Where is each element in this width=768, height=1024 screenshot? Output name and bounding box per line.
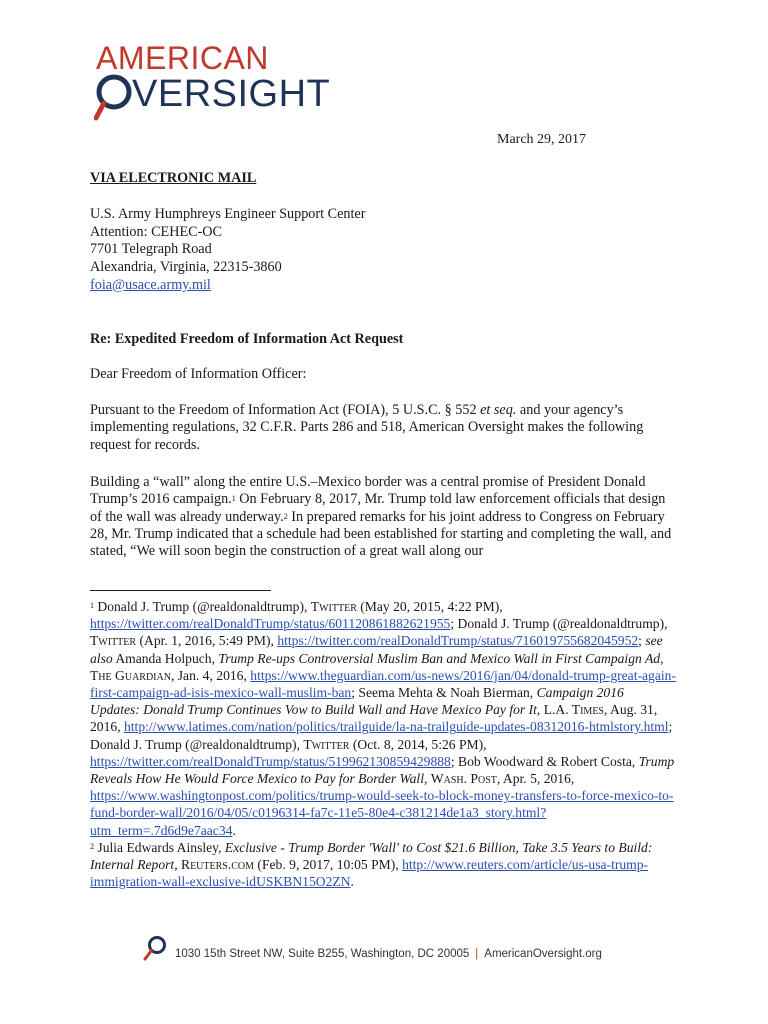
- footnote-link[interactable]: http://www.reuters.com/article/us-usa-trump-immigration-wall-exclusive-idUSKBN15O2ZN: [90, 857, 649, 890]
- footnote-1: $^1$ Donald J. Trump (@realdonaldtrump), Twitter (May 20, 2015, 4:22 PM), https://twitter.com/realDonaldTrump/status/601120861882621955; Donald J. Trump (@realdonaldtrump), Twitter (Apr. 1, 2016, 5:49 PM), https://twitter.com/realDonaldTrump/status/716019755682045952; see also Amanda Holpuch, Trump Re-ups Controversial Muslim Ban and Mexico Wall in First Campaign Ad, The Guardian, Jan. 4, 2016, https://www.theguardian.com/us-news/2016/jan/04/donald-trump-great-again-first-campaign-ad-isis-mexico-wall-muslim-ban; Seema Mehta & Noah Bierman, Campaign 2016 Updates: Donald Trump Continues Vow to Build Wall and Have Mexico Pay for It, L.A. Times, Aug. 31, 2016, http://www.latimes.com/nation/politics/trailguide/la-na-trailguide-updates-08312016-htmlstory.html; Donald J. Trump (@realdonaldtrump), Twitter (Oct. 8, 2014, 5:26 PM), https://twitter.com/realDonaldTrump/status/519962130859429888; Bob Woodward & Robert Costa, Trump Reveals How He Would Force Mexico to Pay for Border Wall, Wash. Post, Apr. 5, 2016, https://www.washingtonpost.com/politics/trump-would-seek-to-block-money-transfers-to-force-mexico-to-fund-border-wall/2016/04/05/c0196314-fa7c-11e5-80e4-c381214de1a3_story.html?utm_term=.7d6d9e7aac34.: [90, 599, 676, 838]
- address-line: Attention: CEHEC-OC: [90, 223, 223, 240]
- logo-line-1: AMERICAN: [96, 40, 269, 76]
- footnotes: [90, 598, 676, 890]
- footer-address: 1030 15th Street NW, Suite B255, Washington, DC 20005: [175, 948, 470, 960]
- address-line: 7701 Telegraph Road: [90, 241, 212, 258]
- footer-separator: |: [475, 948, 479, 960]
- logo: [96, 42, 330, 114]
- address-line: U.S. Army Humphreys Engineer Support Center: [90, 206, 366, 222]
- recipient-address: [90, 206, 674, 294]
- magnifier-icon: [94, 72, 132, 122]
- page-footer: [142, 936, 642, 966]
- footnote-link[interactable]: https://twitter.com/realDonaldTrump/status/601120861882621955: [90, 616, 451, 632]
- address-line: Alexandria, Virginia, 22315-3860: [90, 259, 282, 276]
- footnote-link[interactable]: https://www.washingtonpost.com/politics/trump-would-seek-to-block-money-transfers-to-force-mexico-to-fund-border-wall/2016/04/05/c0196314-fa7c-11e5-80e4-c381214de1a3_story.html?utm_term=.7d6d9e7aac34: [90, 788, 674, 838]
- footnote-2: $^2$ Julia Edwards Ainsley, Exclusive - Trump Border 'Wall' to Cost $21.6 Billion, Take 3.5 Years to Build: Internal Report, Reuters.com (Feb. 9, 2017, 10:05 PM), http://www.reuters.com/article/us-usa-trump-immigration-wall-exclusive-idUSKBN15O2ZN.: [90, 839, 653, 890]
- email-link[interactable]: foia@usace.army.mil: [90, 276, 211, 293]
- footnote-link[interactable]: https://twitter.com/realDonaldTrump/status/716019755682045952: [277, 633, 639, 649]
- footnote-ref[interactable]: 1: [231, 494, 236, 504]
- magnifier-icon: [142, 935, 168, 963]
- logo-word: VERSIGHT: [132, 73, 331, 115]
- footnote-link[interactable]: https://www.theguardian.com/us-news/2016/jan/04/donald-trump-great-again-first-campaign-ad-isis-mexico-wall-muslim-ban: [90, 667, 676, 701]
- via-heading: VIA ELECTRONIC MAIL: [90, 170, 257, 186]
- letter-date: March 29, 2017: [497, 132, 587, 147]
- logo-line-2: [96, 74, 330, 114]
- footnote-divider: [90, 590, 271, 591]
- subject-line: Re: Expedited Freedom of Information Act Request: [90, 331, 404, 347]
- paragraph-2: Building a “wall” along the entire U.S.–Mexico border was a central promise of President Donald Trump’s 2016 campaign.$^1$ On February 8, 2017, Mr. Trump told law enforcement officials that design of the wall was already underway.$^2$ In prepared remarks for his joint address to Congress on February 28, Mr. Trump indicated that a schedule had been established for starting and completing the wall, and stated, “We will soon begin the construction of a great wall along our: [90, 474, 672, 560]
- paragraph-1: Pursuant to the Freedom of Information Act (FOIA), 5 U.S.C. § 552 et seq. and your agency’s implementing regulations, 32 C.F.R. Parts 286 and 518, American Oversight makes the following request for records.: [90, 402, 644, 453]
- salutation: Dear Freedom of Information Officer:: [90, 366, 307, 382]
- footnote-ref[interactable]: 2: [283, 511, 288, 521]
- footer-website[interactable]: AmericanOversight.org: [484, 948, 602, 960]
- footnote-link[interactable]: http://www.latimes.com/nation/politics/trailguide/la-na-trailguide-updates-08312016-htmlstory.html: [123, 719, 669, 735]
- footnote-link[interactable]: https://twitter.com/realDonaldTrump/status/519962130859429888: [90, 753, 451, 769]
